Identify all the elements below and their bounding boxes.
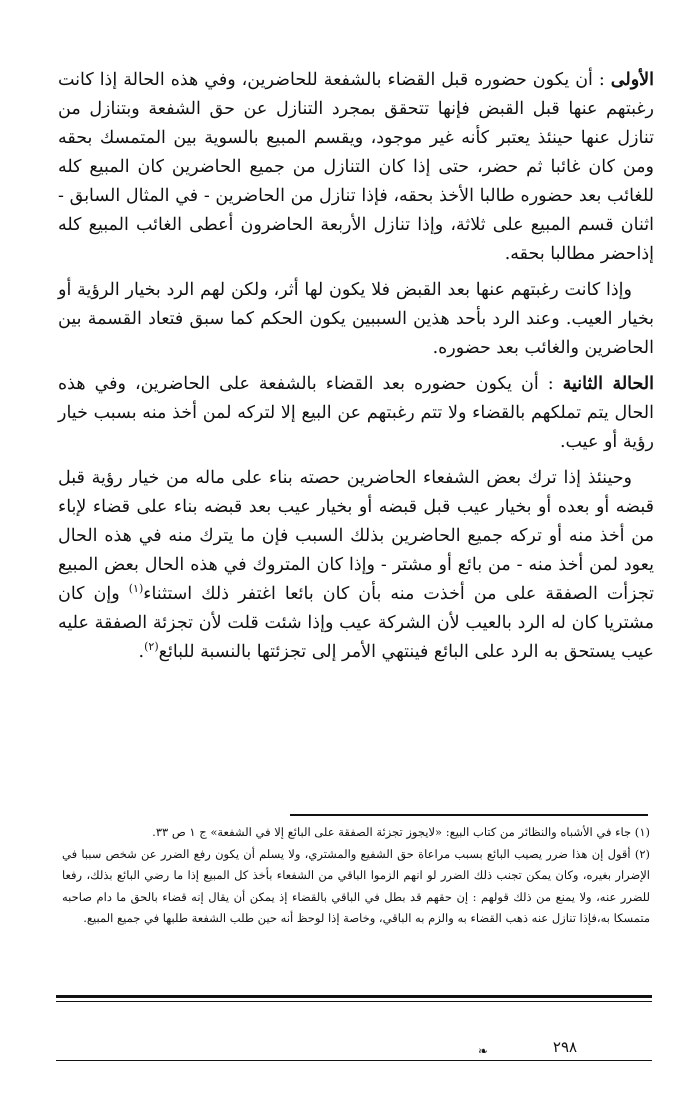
page-number: ٢٩٨ <box>552 1038 578 1056</box>
ornament-mark: ❧ <box>478 1044 489 1058</box>
case-heading-second: الحالة الثانية <box>562 374 654 394</box>
paragraph-text: : أن يكون حضوره بعد القضاء بالشفعة على الحاضرين، وفي هذه الحال يتم تملكهم بالقضاء ولا تتم رغبتهم عن البيع إلا لتركه لمن أخذ منه بسبب خيار رؤية أو عيب. <box>58 374 654 452</box>
footnote-ref-2[interactable]: (٢) <box>144 640 159 654</box>
main-text <box>58 66 654 674</box>
paragraph-text: : أن يكون حضوره قبل القضاء بالشفعة للحاضرين، وفي هذه الحالة إذا كانت رغبتهم عنها قبل القبض فإنها تتحقق بمجرد التنازل عن حق الشفعة وبتنازل من تنازل عنها حينئذ يعتبر كأنه غير موجود، ويقسم المبيع بالسوية بين المتمسك بحقه ومن كان غائبا ثم حضر، حتى إذا كان التنازل من جميع الحاضرين كان المبيع كله للغائب بعد حضوره طالبا الأخذ بحقه، فإذا تنازل من الحاضرين - في المثال السابق - اثنان قسم المبيع على ثلاثة، وإذا تنازل الأربعة الحاضرون أعطى الغائب المبيع كله إذاحضر مطالبا بحقه. <box>58 70 654 264</box>
footnote-separator-line <box>290 814 648 816</box>
paragraph-abandonment <box>58 464 654 667</box>
paragraph-second-case <box>58 370 654 457</box>
paragraph-text: وحينئذ إذا ترك بعض الشفعاء الحاضرين حصته بناء على ماله من خيار رؤية قبل قبضه أو بعده أو بخيار عيب قبل قبضه أو بخيار عيب بعد قبضه بناء على قضاء لإباء من أخذ منه أو تركه جميع الحاضرين بذلك السبب فإن ما يترك منه في هذه الحال يعود لمن أخذ منه - من بائع أو مشتر - وإذا كان المتروك في هذه الحال بعض المبيع تجزأت الصفقة على من أخذت منه بأن كان بائعا اغتفر ذلك استثناء <box>58 468 654 604</box>
paragraph-first-case <box>58 66 654 269</box>
footnote-ref-1[interactable]: (١) <box>128 582 144 596</box>
footnote-1: (١) جاء في الأشباه والنظائر من كتاب البيع: «لايجوز تجزئة الصفقة على البائع إلا في الشفعة» ج ١ ص ٣٣. <box>152 825 650 839</box>
bottom-rule-thin <box>56 1001 652 1002</box>
paragraph-after-possession <box>58 276 654 363</box>
paragraph-text-continued: وإن كان مشتريا كان له الرد بالعيب لأن الشركة عيب وإذا شئت قلت لأن تجزئة الصفقة عليه عيب يستحق به الرد على البائع فينتهي الأمر إلى تجزئتها بالنسبة للبائع <box>58 584 654 662</box>
bottom-rule-thick <box>56 995 652 998</box>
footnotes <box>62 822 650 930</box>
footnote-2: (٢) أقول إن هذا ضرر يصيب البائع بسبب مراعاة حق الشفيع والمشتري، ولا يسلم أن يكون رفع الضرر عن شخص سببا في الإضرار بغيره، وكان يمكن تجنب ذلك الضرر لو انهم الزموا الباقي من الشفعاء بأخذ كل المبيع إذا ما رضي البائع بذلك، رفعا للضرر عنه، ولا يمنع من ذلك قولهم : إن حقهم قد بطل في الباقي بالقضاء إذ يمكن أن يقال إنه قضاء بالحق ما دام صاحبه متمسكا به،فإذا تنازل عنه ذهب القضاء به والزم به الباقي، وخاصة إذا لوحظ أنه حين طلب الشفعة طلبها في جميع المبيع. <box>62 846 650 925</box>
page-bottom-rule <box>56 1060 652 1061</box>
paragraph-end: . <box>138 642 145 662</box>
paragraph-text: وإذا كانت رغبتهم عنها بعد القبض فلا يكون لها أثر، ولكن لهم الرد بخيار الرؤية أو بخيار العيب. وعند الرد بأحد هذين السببين يكون الحكم كما سبق فتعاد القسمة بين الحاضرين والغائب بعد حضوره. <box>58 280 654 358</box>
case-heading-first: الأولى <box>610 70 654 90</box>
